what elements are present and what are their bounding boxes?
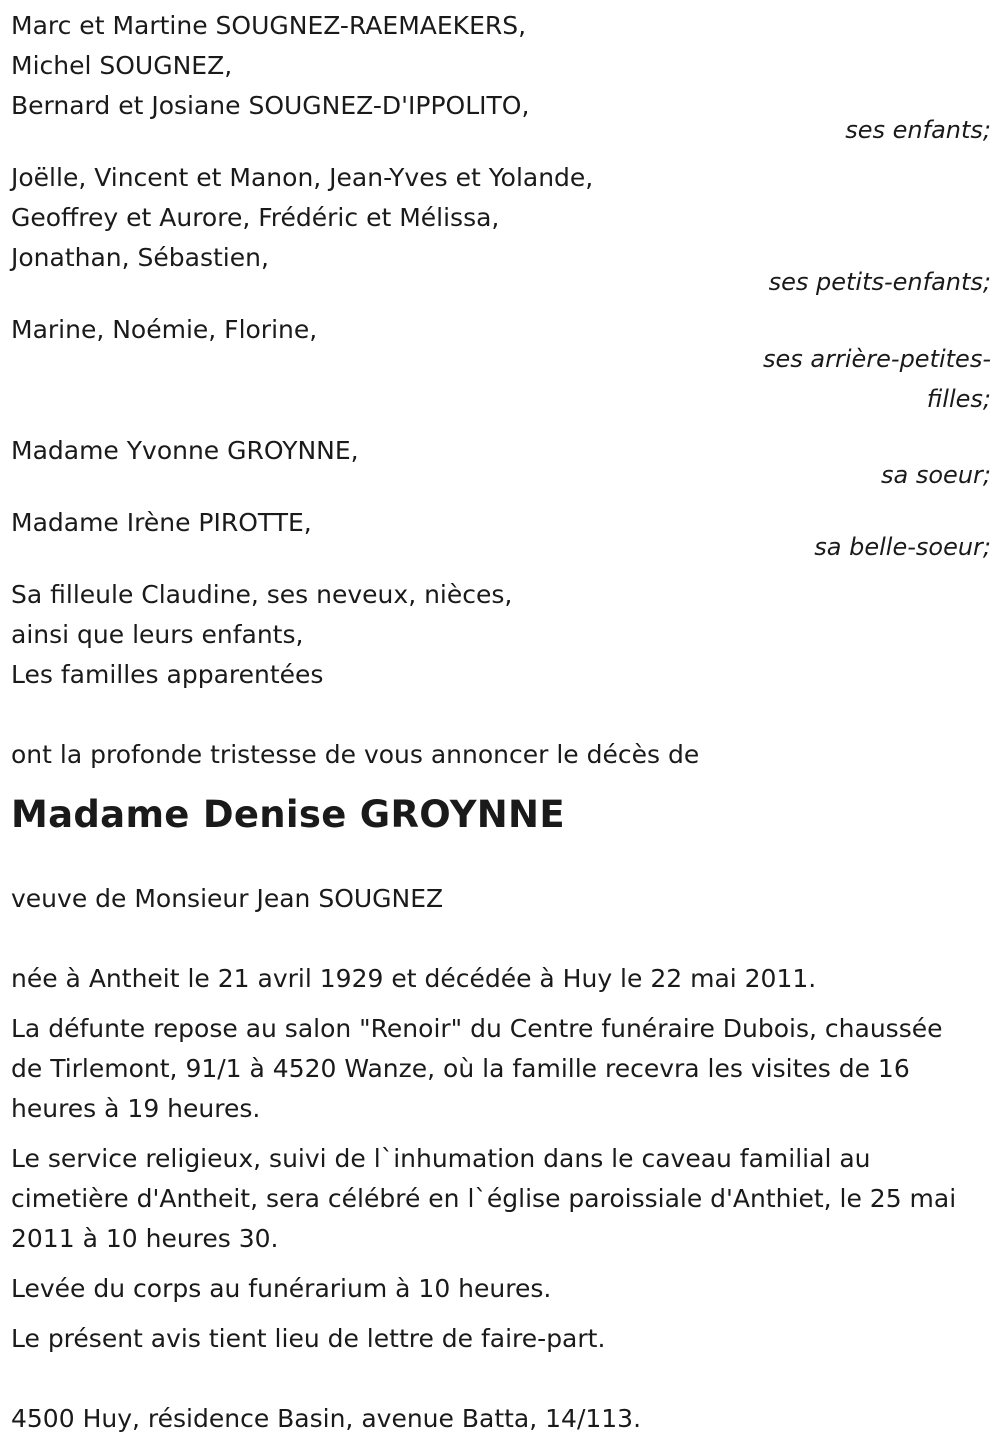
relation-label: ses enfants;: [845, 116, 991, 144]
family-line: Jonathan, Sébastien,: [11, 243, 269, 272]
family-line: Madame Yvonne GROYNNE,: [11, 436, 359, 465]
family-line: Sa filleule Claudine, ses neveux, nièces,: [11, 580, 513, 609]
spacer: [11, 919, 991, 959]
service-paragraph: Le service religieux, suivi de l`inhumation dans le caveau familial au cimetière d'Antheit, sera célébré en l`église paroissiale d'Anthiet, le 25 mai 2011 à 10 heures 30.: [11, 1144, 957, 1253]
spacer: [11, 839, 991, 879]
relation-label: ses petits-enfants;: [768, 268, 991, 296]
announcement-text: ont la profonde tristesse de vous annoncer le décès de: [11, 740, 700, 769]
birth-death-dates: née à Antheit le 21 avril 1929 et décédée à Huy le 22 mai 2011.: [11, 964, 817, 993]
family-group-sister: [11, 431, 991, 491]
spacer: [11, 1369, 991, 1399]
widow-of: veuve de Monsieur Jean SOUGNEZ: [11, 884, 444, 913]
body-removal-paragraph: Levée du corps au funérarium à 10 heures.: [11, 1274, 552, 1303]
family-line: Geoffrey et Aurore, Frédéric et Mélissa,: [11, 203, 500, 232]
family-group-sister-in-law: [11, 503, 991, 563]
relation-label: sa soeur;: [881, 461, 991, 489]
spacer: [11, 695, 991, 735]
funeral-home-paragraph: La défunte repose au salon "Renoir" du Centre funéraire Dubois, chaussée de Tirlemont, 91/1 à 4520 Wanze, où la famille recevra les visites de 16 heures à 19 heures.: [11, 1014, 943, 1123]
family-line: Marine, Noémie, Florine,: [11, 315, 318, 344]
obituary-notice: [11, 6, 991, 1439]
family-group-grandchildren: [11, 158, 991, 298]
family-line: ainsi que leurs enfants,: [11, 620, 304, 649]
family-group-great-grandchildren: [11, 310, 991, 419]
family-line: Bernard et Josiane SOUGNEZ-D'IPPOLITO,: [11, 91, 530, 120]
relation-label: sa belle-soeur;: [814, 533, 991, 561]
home-address: 4500 Huy, résidence Basin, avenue Batta, 14/113.: [11, 1404, 642, 1433]
notice-paragraph: Le présent avis tient lieu de lettre de faire-part.: [11, 1324, 606, 1353]
deceased-name: Madame Denise GROYNNE: [11, 793, 565, 836]
family-group-children: [11, 6, 991, 146]
family-line: Madame Irène PIROTTE,: [11, 508, 312, 537]
family-line: Joëlle, Vincent et Manon, Jean-Yves et Yolande,: [11, 163, 594, 192]
family-line: Marc et Martine SOUGNEZ-RAEMAEKERS,: [11, 11, 527, 40]
family-group-relatives: [11, 575, 991, 695]
family-line: Les familles apparentées: [11, 660, 324, 689]
family-line: Michel SOUGNEZ,: [11, 51, 233, 80]
relation-label: ses arrière-petites-filles;: [763, 345, 991, 413]
